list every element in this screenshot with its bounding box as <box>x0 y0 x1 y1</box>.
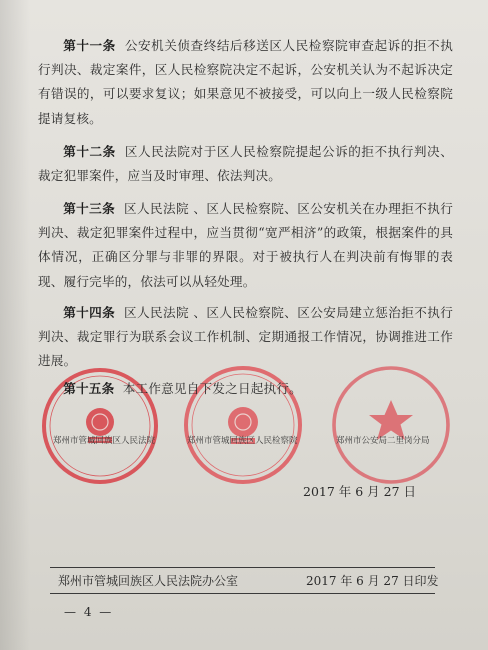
issuing-office: 郑州市管城回族区人民法院办公室 <box>58 574 239 588</box>
footer-divider-top <box>50 567 435 568</box>
article-text: 公安机关侦查终结后移送区人民检察院审查起诉的拒不执行判决、裁定案件，区人民检察院决定不起诉，公安机关认为不起诉决定有错误的，可以要求复议；如果意见不被接受，可以向上一级人民检察院提请复核。 <box>38 38 453 126</box>
seal-label-police: 郑州市公安局二里岗分局 <box>336 436 430 446</box>
article-text: 区人民法院 、区人民检察院、区公安局建立惩治拒不执行判决、裁定罪行为联系会议工作机制、定期通报工作情况，协调推进工作进展。 <box>38 305 453 369</box>
seal-label-court: 郑州市管城回族区人民法院 <box>53 436 156 446</box>
footer-divider-bottom <box>50 593 435 594</box>
article-number: 第十一条 <box>63 38 116 53</box>
article-number: 第十二条 <box>63 144 116 159</box>
seal-label-procuratorate: 郑州市管城回族区人民检察院 <box>187 436 298 446</box>
article-13 <box>38 197 453 294</box>
article-text: 本工作意见自下发之日起执行。 <box>122 381 302 396</box>
signature-date: 2017 年 6 月 27 日 <box>303 484 417 499</box>
article-11 <box>38 34 453 131</box>
article-12 <box>38 140 453 188</box>
article-text: 区人民法院 、区人民检察院、区公安机关在办理拒不执行判决、裁定犯罪案件过程中，应当贯彻“宽严相济”的政策，根据案件的具体情况，正确区分罪与非罪的界限。对于被执行人在判决前有悔罪的表现、履行完毕的，依法可以从轻处理。 <box>38 201 453 289</box>
issue-date: 2017 年 6 月 27 日印发 <box>306 574 439 588</box>
article-number: 第十五条 <box>63 381 115 396</box>
article-number: 第十三条 <box>63 201 116 216</box>
article-15 <box>38 377 453 401</box>
article-number: 第十四条 <box>63 305 116 320</box>
page-number: — 4 — <box>64 605 114 619</box>
article-text: 区人民法院对于区人民检察院提起公诉的拒不执行判决、裁定犯罪案件，应当及时审理、依法判决。 <box>38 144 453 184</box>
